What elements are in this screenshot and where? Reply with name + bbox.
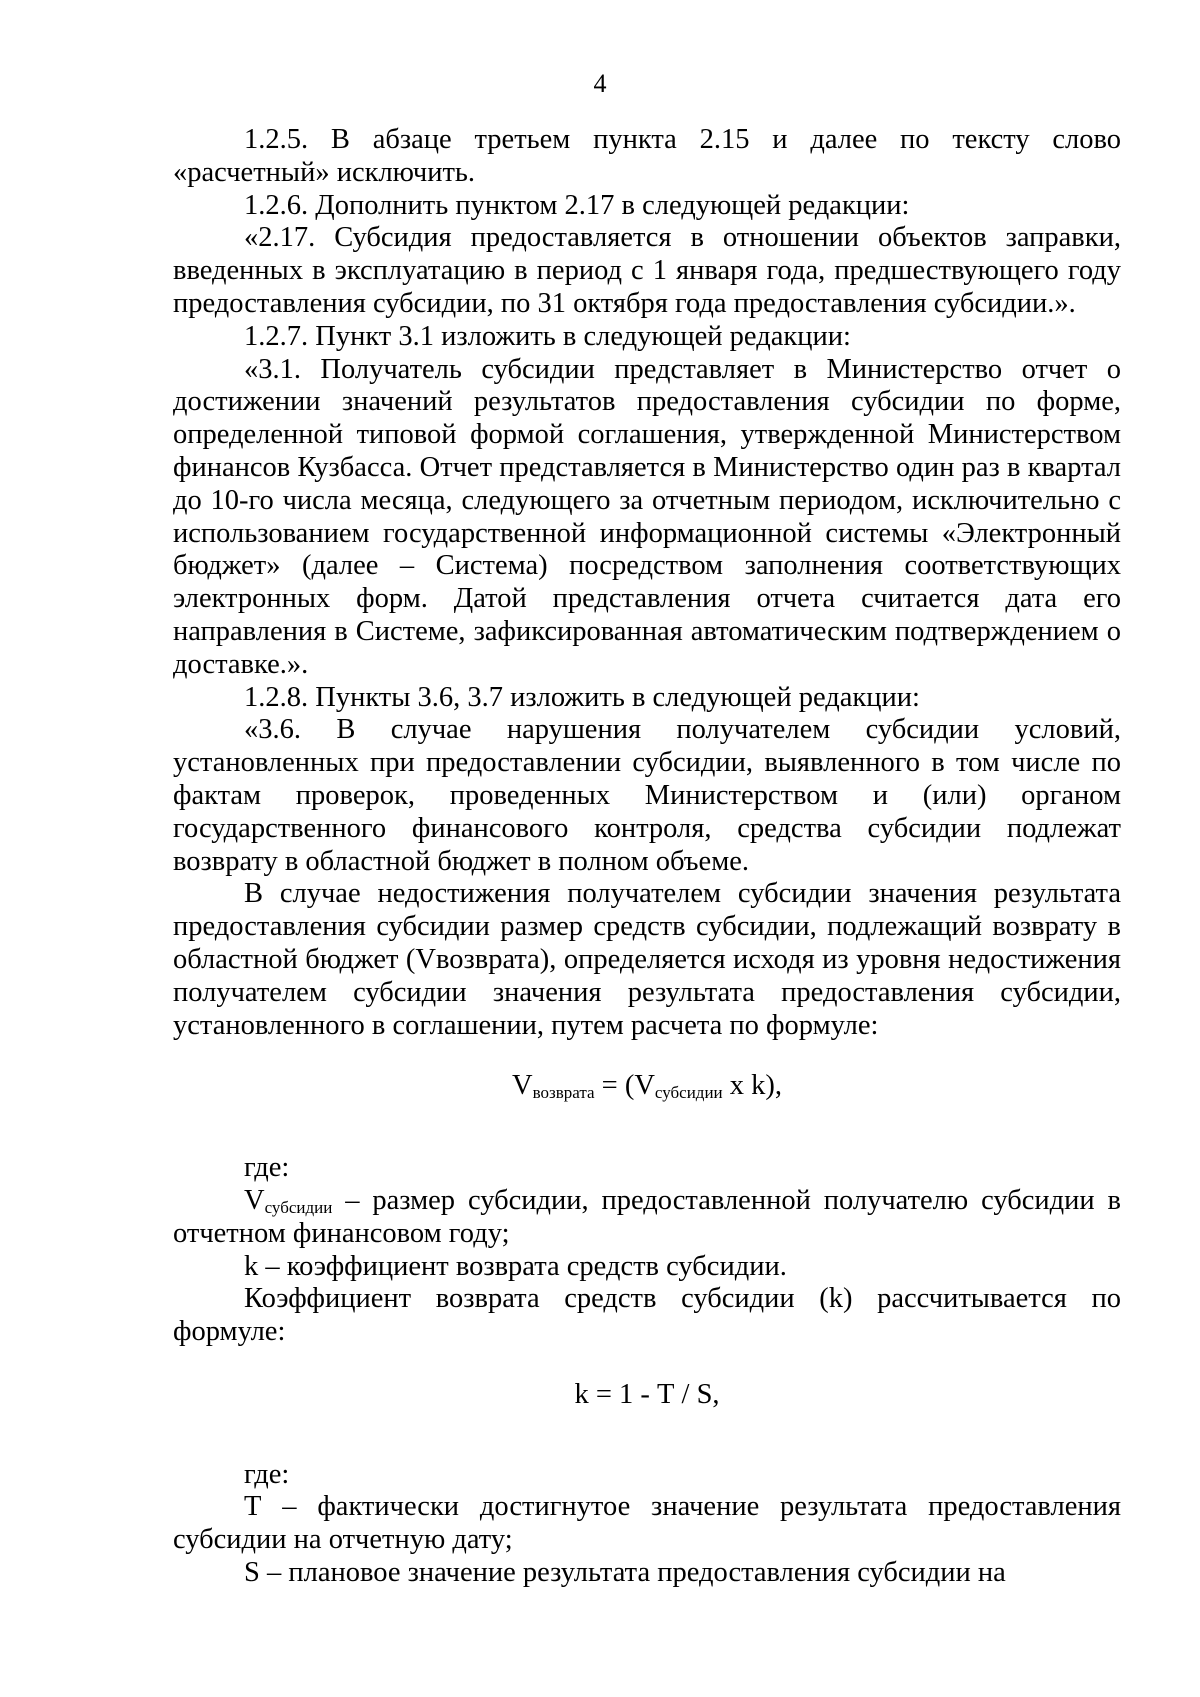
formula-sub-return: возврата — [532, 1083, 595, 1103]
formula-return-amount — [173, 1042, 1121, 1152]
formula-tail: x k), — [722, 1070, 783, 1102]
paragraph-1-2-8: 1.2.8. Пункты 3.6, 3.7 изложить в следующей редакции: — [244, 681, 920, 713]
formula-v: V — [511, 1070, 533, 1102]
paragraph-3-6: «3.6. В случае нарушения получателем субсидии условий, установленных при предоставлении субсидии, выявленного в том числе по фактам проверок, проведенных Министерством и (или) органом государственного финансового контроля, средства субсидии подлежат возврату в областной бюджет в полном объеме. — [173, 714, 1121, 877]
paragraph-shortfall: В случае недостижения получателем субсидии значения результата предоставления субсидии размер средств субсидии, подлежащий возврату в областной бюджет (Vвозврата), определяется исходя из уровня недостижения получателем субсидии значения результата предоставления субсидии, установленного в соглашении, путем расчета по формуле: — [173, 878, 1121, 1041]
where-label-1: где: — [244, 1152, 290, 1184]
def-v-text: – размер субсидии, предоставленной получателю субсидии в отчетном финансовом году; — [173, 1184, 1121, 1249]
formula-k: k = 1 - Т / S, — [574, 1378, 720, 1410]
definition-v-subsidy — [173, 1185, 1121, 1251]
definition-k: k – коэффициент возврата средств субсидии. — [244, 1250, 787, 1282]
paragraph-1-2-5: 1.2.5. В абзаце третьем пункта 2.15 и далее по тексту слово «расчетный» исключить. — [173, 124, 1121, 188]
paragraph-3-1: «3.1. Получатель субсидии представляет в Министерство отчет о достижении значений результатов предоставления субсидии по форме, определенной типовой формой соглашения, утвержденной Министерством финансов Кузбасса. Отчет представляется в Министерство один раз в квартал до 10-го числа месяца, следующего за отчетным периодом, исключительно с использованием государственной информационной системы «Электронный бюджет» (далее – Система) посредством заполнения соответствующих электронных форм. Датой представления отчета считается дата его направления в Системе, зафиксированная автоматическим подтверждением о доставке.». — [173, 353, 1121, 680]
formula-eq-open: = (V — [594, 1070, 655, 1102]
page-number: 4 — [593, 69, 607, 98]
paragraph-1-2-6: 1.2.6. Дополнить пунктом 2.17 в следующей редакции: — [244, 189, 910, 221]
paragraph-1-2-7: 1.2.7. Пункт 3.1 изложить в следующей редакции: — [244, 320, 851, 352]
definition-t: Т – фактически достигнутое значение результата предоставления субсидии на отчетную дату; — [173, 1491, 1121, 1556]
def-v: V — [244, 1184, 265, 1216]
where-label-2: где: — [244, 1458, 290, 1490]
document-body — [173, 124, 1121, 1590]
formula-sub-subsidy: субсидии — [654, 1083, 723, 1103]
paragraph-k-formula-intro: Коэффициент возврата средств субсидии (k) рассчитывается по формуле: — [173, 1283, 1121, 1348]
def-v-sub: субсидии — [264, 1197, 333, 1217]
definition-s: S – плановое значение результата предоставления субсидии на — [244, 1557, 1006, 1589]
paragraph-2-17: «2.17. Субсидия предоставляется в отношении объектов заправки, введенных в эксплуатацию в период с 1 января года, предшествующего году предоставления субсидии, по 31 октября года предоставления субсидии.». — [173, 222, 1121, 319]
